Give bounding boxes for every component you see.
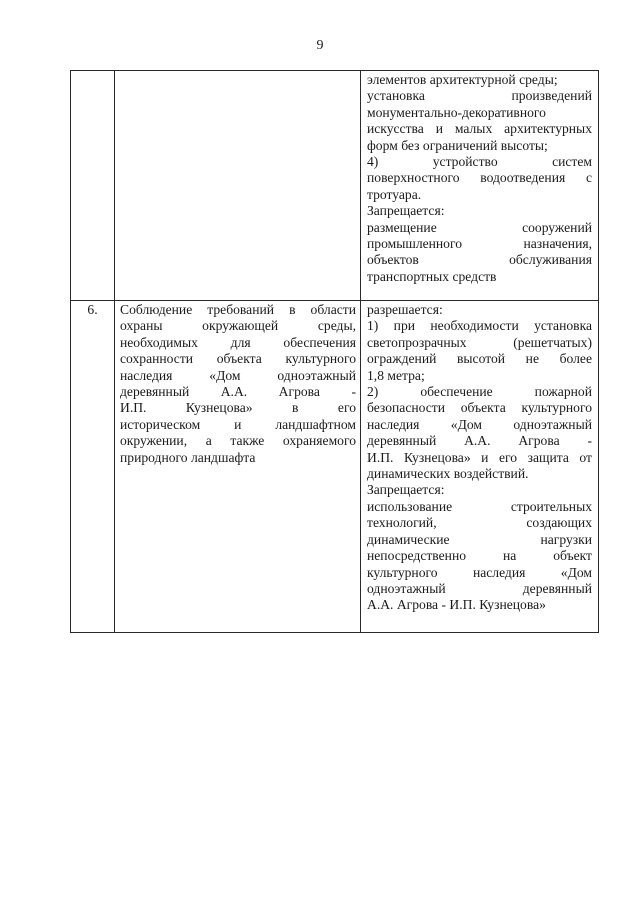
regulations-table xyxy=(70,70,599,633)
regulation-text-line: динамические нагрузки xyxy=(367,531,592,547)
regulation-text-line: А.А. Агрова - И.П. Кузнецова» xyxy=(367,597,546,613)
regulation-text-line: тротуара. xyxy=(367,186,422,202)
regulation-cell xyxy=(361,71,599,301)
requirement-cell xyxy=(115,71,361,301)
regulation-text-line: Запрещается: xyxy=(367,203,445,219)
regulation-text-line: промышленного назначения, xyxy=(367,236,592,252)
regulation-text-line: объектов обслуживания xyxy=(367,252,592,268)
regulation-text-line: установка произведений xyxy=(367,88,592,104)
requirement-text-line: охраны окружающей среды, xyxy=(120,318,356,334)
regulation-text-line: безопасности объекта культурного xyxy=(367,400,592,416)
regulation-text-line: светопрозрачных (решетчатых) xyxy=(367,334,592,350)
regulation-text-line: деревянный А.А. Агрова - xyxy=(367,433,592,449)
regulation-text-line: 2) обеспечение пожарной xyxy=(367,384,592,400)
requirement-cell xyxy=(115,301,361,633)
requirement-text-line: наследия «Дом одноэтажный xyxy=(120,367,356,383)
table-body xyxy=(71,71,599,633)
regulation-text-line: непосредственно на объект xyxy=(367,548,592,564)
requirement-text-line: природного ландшафта xyxy=(120,449,256,465)
regulation-text-line: 4) устройство систем xyxy=(367,154,592,170)
row-number-cell: 6. xyxy=(71,301,115,633)
regulation-text-line: поверхностного водоотведения с xyxy=(367,170,592,186)
row-number-cell xyxy=(71,71,115,301)
regulation-text-line: технологий, создающих xyxy=(367,515,592,531)
table-row xyxy=(71,301,599,633)
regulation-cell xyxy=(361,301,599,633)
regulation-text-line: одноэтажный деревянный xyxy=(367,580,592,596)
page-number: 9 xyxy=(316,38,324,53)
regulation-text-line: 1,8 метра; xyxy=(367,367,425,383)
regulation-text-line: культурного наследия «Дом xyxy=(367,564,592,580)
requirement-text-line: И.П. Кузнецова» в его xyxy=(120,400,356,416)
requirement-text-line: необходимых для обеспечения xyxy=(120,334,356,350)
regulation-text-line: использование строительных xyxy=(367,498,592,514)
regulation-text-line: разрешается: xyxy=(367,302,443,317)
requirement-text-line: деревянный А.А. Агрова - xyxy=(120,384,356,400)
regulation-text-line: 1) при необходимости установка xyxy=(367,318,592,334)
regulation-text-line: монументально-декоративного xyxy=(367,104,546,120)
regulation-text-line: элементов архитектурной среды; xyxy=(367,72,558,87)
table-row xyxy=(71,71,599,301)
requirement-text-line: окружении, а также охраняемого xyxy=(120,433,356,449)
requirement-text-line: историческом и ландшафтном xyxy=(120,416,356,432)
regulation-text-line: И.П. Кузнецова» и его защита от xyxy=(367,449,592,465)
regulation-text-line: размещение сооружений xyxy=(367,219,592,235)
regulation-text-line: искусства и малых архитектурных xyxy=(367,121,592,137)
regulation-text-line: форм без ограничений высоты; xyxy=(367,137,548,153)
regulation-text-line: наследия «Дом одноэтажный xyxy=(367,416,592,432)
regulation-text-line: ограждений высотой не более xyxy=(367,351,592,367)
requirement-text-line: сохранности объекта культурного xyxy=(120,351,356,367)
requirement-text-line: Соблюдение требований в области xyxy=(120,302,356,317)
regulation-text-line: динамических воздействий. xyxy=(367,466,529,482)
regulation-text-line: Запрещается: xyxy=(367,482,445,498)
regulation-text-line: транспортных средств xyxy=(367,268,497,284)
